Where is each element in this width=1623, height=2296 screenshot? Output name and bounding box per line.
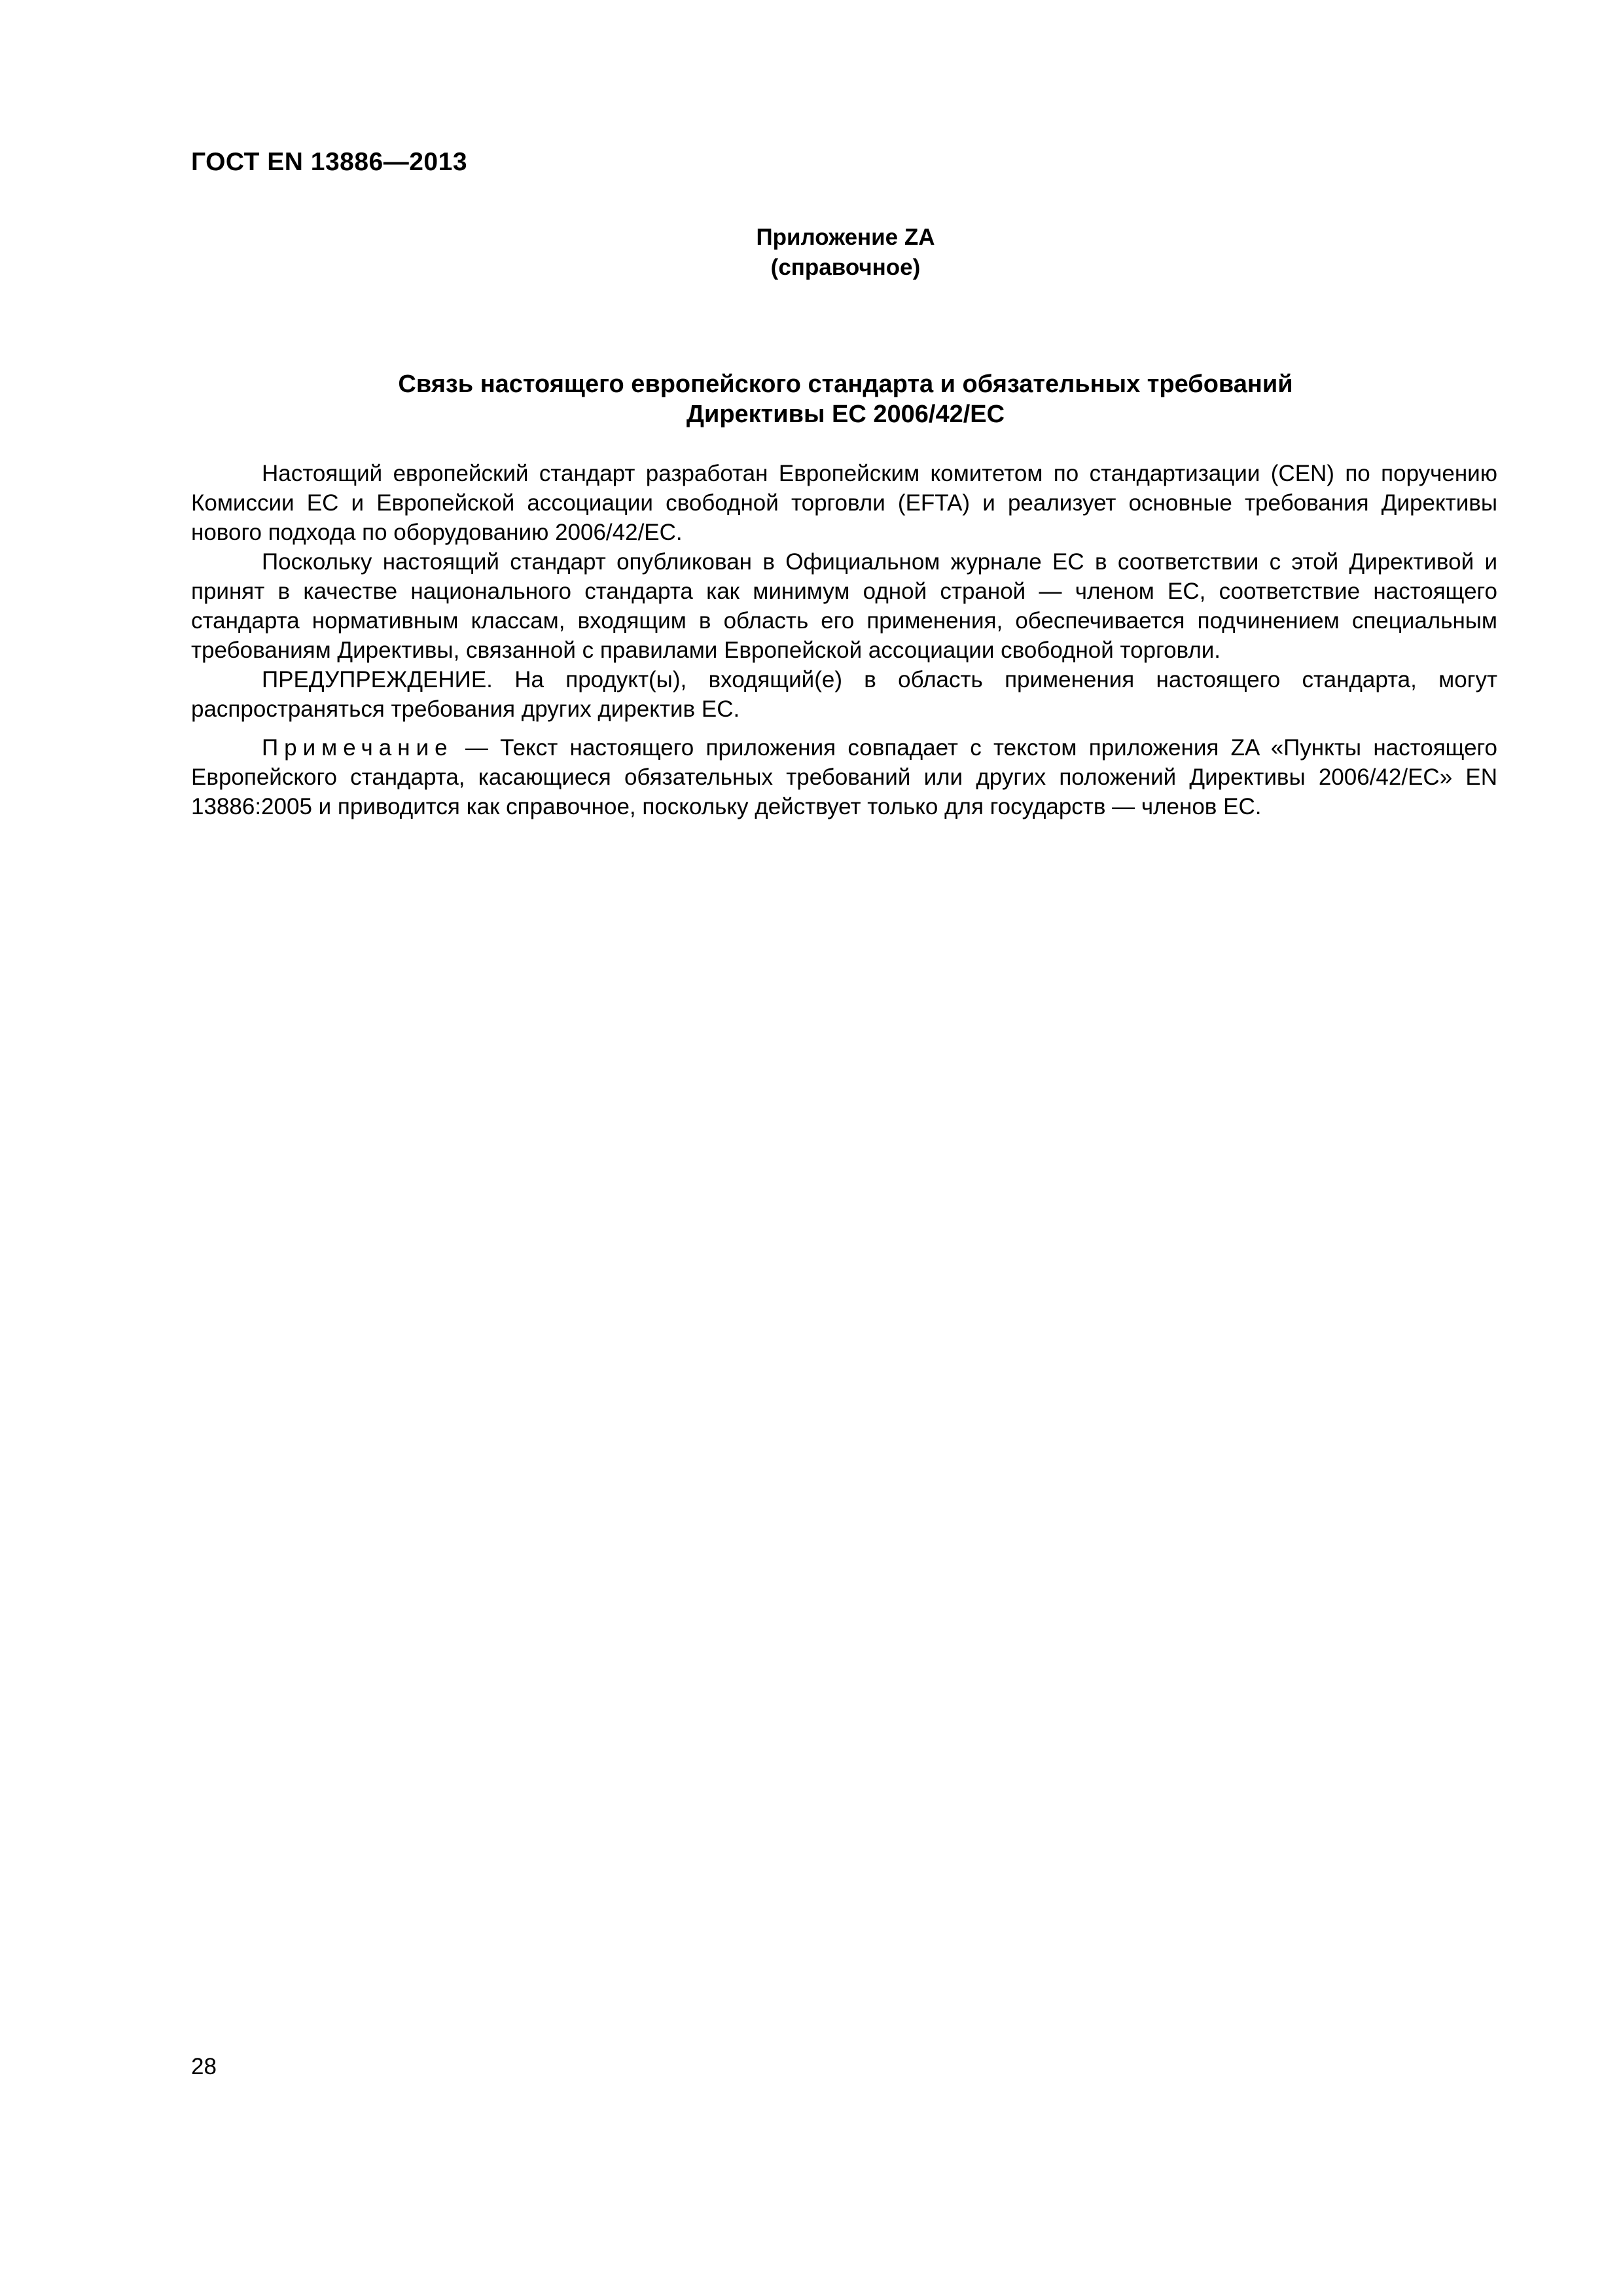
note-paragraph: [191, 733, 1497, 821]
note-label: Примечание: [262, 735, 454, 761]
note-text: — Текст настоящего приложения совпадает с текстом приложения ZA «Пункты настоящего Европейского стандарта, касающиеся обязательных требований или других положений Директивы 2006/42/ЕС» EN 13886:2005 и приводится как справочное, поскольку действует только для государств — членов ЕС.: [191, 735, 1497, 819]
annex-status: (справочное): [770, 255, 921, 280]
document-code: ГОСТ EN 13886—2013: [191, 148, 468, 176]
annex-name: Приложение ZA: [756, 224, 935, 250]
paragraph-warning: ПРЕДУПРЕЖДЕНИЕ. На продукт(ы), входящий(е) в область применения настоящего стандарта, могут распространяться требования других директив ЕС.: [191, 667, 1497, 722]
paragraph-1: Настоящий европейский стандарт разработан Европейским комитетом по стандартизации (CEN) по поручению Комиссии ЕС и Европейской ассоциации свободной торговли (EFTA) и реализует основные требования Директивы нового подхода по оборудованию 2006/42/ЕС.: [191, 461, 1497, 545]
annex-title-line-2: Директивы ЕС 2006/42/ЕС: [686, 401, 1005, 428]
annex-body: [191, 459, 1497, 821]
annex-title: [191, 369, 1500, 429]
page-number: 28: [191, 2054, 217, 2079]
paragraph-2: Поскольку настоящий стандарт опубликован в Официальном журнале ЕС в соответствии с этой Директивой и принят в качестве национального стандарта как минимум одной страной — членом ЕС, соответствие настоящего стандарта нормативным классам, входящим в область его применения, обеспечивается подчинением специальным требованиям Директивы, связанной с правилами Европейской ассоциации свободной торговли.: [191, 549, 1497, 663]
annex-heading: [191, 223, 1500, 283]
annex-title-line-1: Связь настоящего европейского стандарта и обязательных требований: [398, 370, 1293, 398]
